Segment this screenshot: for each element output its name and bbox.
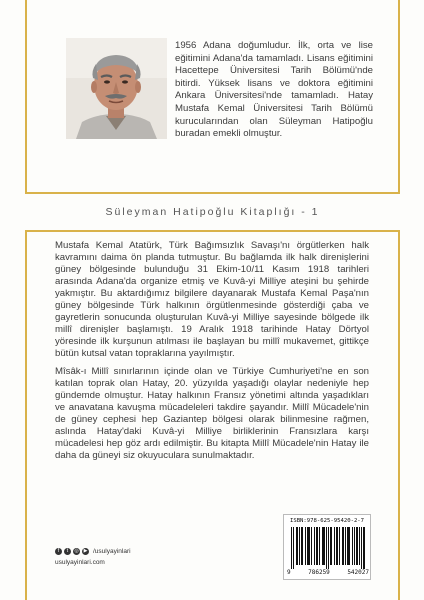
publisher-info [55,548,131,566]
social-links [55,548,131,555]
barcode [283,514,371,580]
summary-paragraph: Mîsâk-ı Millî sınırlarının içinde olan ve Türkiye Cumhuriyeti'ne en son katılan toprak olan Hatay, 20. yüzyılda yaşadığı olaylar nedeniyle hep gündemde olmuştur. Hatay halkının Fransız yönetimi altında yaşadıkları ve anavatana kavuşma mücadeleleri takdire şayandır. Millî Mücadele'nin de güney cephesi hep Gaziantep bölgesi olarak bilinmesine rağmen, aslında Hatay'daki Kuvâ-yi Milliye birliklerinin Fransızlara karşı mücadelesi hep göz ardı edilmiştir. Bu kitapta Millî Mücadele'nin Hatay ile daha da güneyi siz okuyuculara sunulmaktadır. [55,366,369,461]
frame-line-left-bottom [25,230,27,600]
isbn-label: ISBN:978-625-95420-2-7 [289,518,365,524]
twitter-icon[interactable]: t [64,548,71,555]
barcode-digit-group: 542027 [347,569,369,576]
frame-line-right-bottom [398,230,400,600]
publisher-website[interactable]: usulyayinlari.com [55,559,105,566]
frame-line-right-top [398,0,400,193]
facebook-icon[interactable]: f [55,548,62,555]
youtube-icon[interactable]: ▶ [83,548,88,554]
barcode-digit-group: 9 [287,569,291,576]
instagram-icon[interactable]: ◎ [74,548,79,554]
series-title: Süleyman Hatipoğlu Kitaplığı - 1 [105,206,320,218]
frame-line-left-top [25,0,27,193]
summary-paragraph: Mustafa Kemal Atatürk, Türk Bağımsızlık Savaşı'nı örgütlerken halk kavramını daima ön planda tutmuştur. Bu bağlamda ilk halk direnişlerini güney bölgesinde bulunduğu 31 Ekim-10/11 Kasım 1918 tarihleri arasında Adana'da organize etmiş ve Kuvâ-yi Milliye ateşini bu şehirde yakmıştır. Bu aktardığımız bilgilere dayanarak Mustafa Kemal Paşa'nın güney bölgesinde Türk halkının örgütlenmesinde gösterdiği çaba ve gayretlerin sonucunda oluşturulan Kuvâ-yi Milliye sayesinde bölgede ilk millî direnişler başlamıştı. 19 Aralık 1918 tarihinde Hatay Dörtyol yöresinde ilk kurşunun atılması ile başlayan bu millî mukavemet, gittikçe bütün kutsal vatan topraklarına yayılmıştır. [55,240,369,359]
barcode-digit-group: 786259 [308,569,330,576]
author-photo [66,38,167,139]
social-handle[interactable]: /usulyayinlari [93,548,131,555]
author-bio: 1956 Adana doğumludur. İlk, orta ve lise eğitimini Adana'da tamamladı. Lisans eğitimini Hacettepe Üniversitesi Tarih Bölümü'nde bitirdi. Yüksek lisans ve doktora eğitimini Ankara Üniversitesi'nde tamamladı. Hatay Mustafa Kemal Üniversitesi Tarih Bölümü kurucularından olan Süleyman Hatipoğlu buradan emekli olmuştur. [175,40,373,140]
frame-line-lower [25,230,400,232]
barcode-bars [291,527,365,569]
book-summary [55,240,369,468]
frame-line-upper [25,192,400,194]
barcode-digits [287,569,369,576]
